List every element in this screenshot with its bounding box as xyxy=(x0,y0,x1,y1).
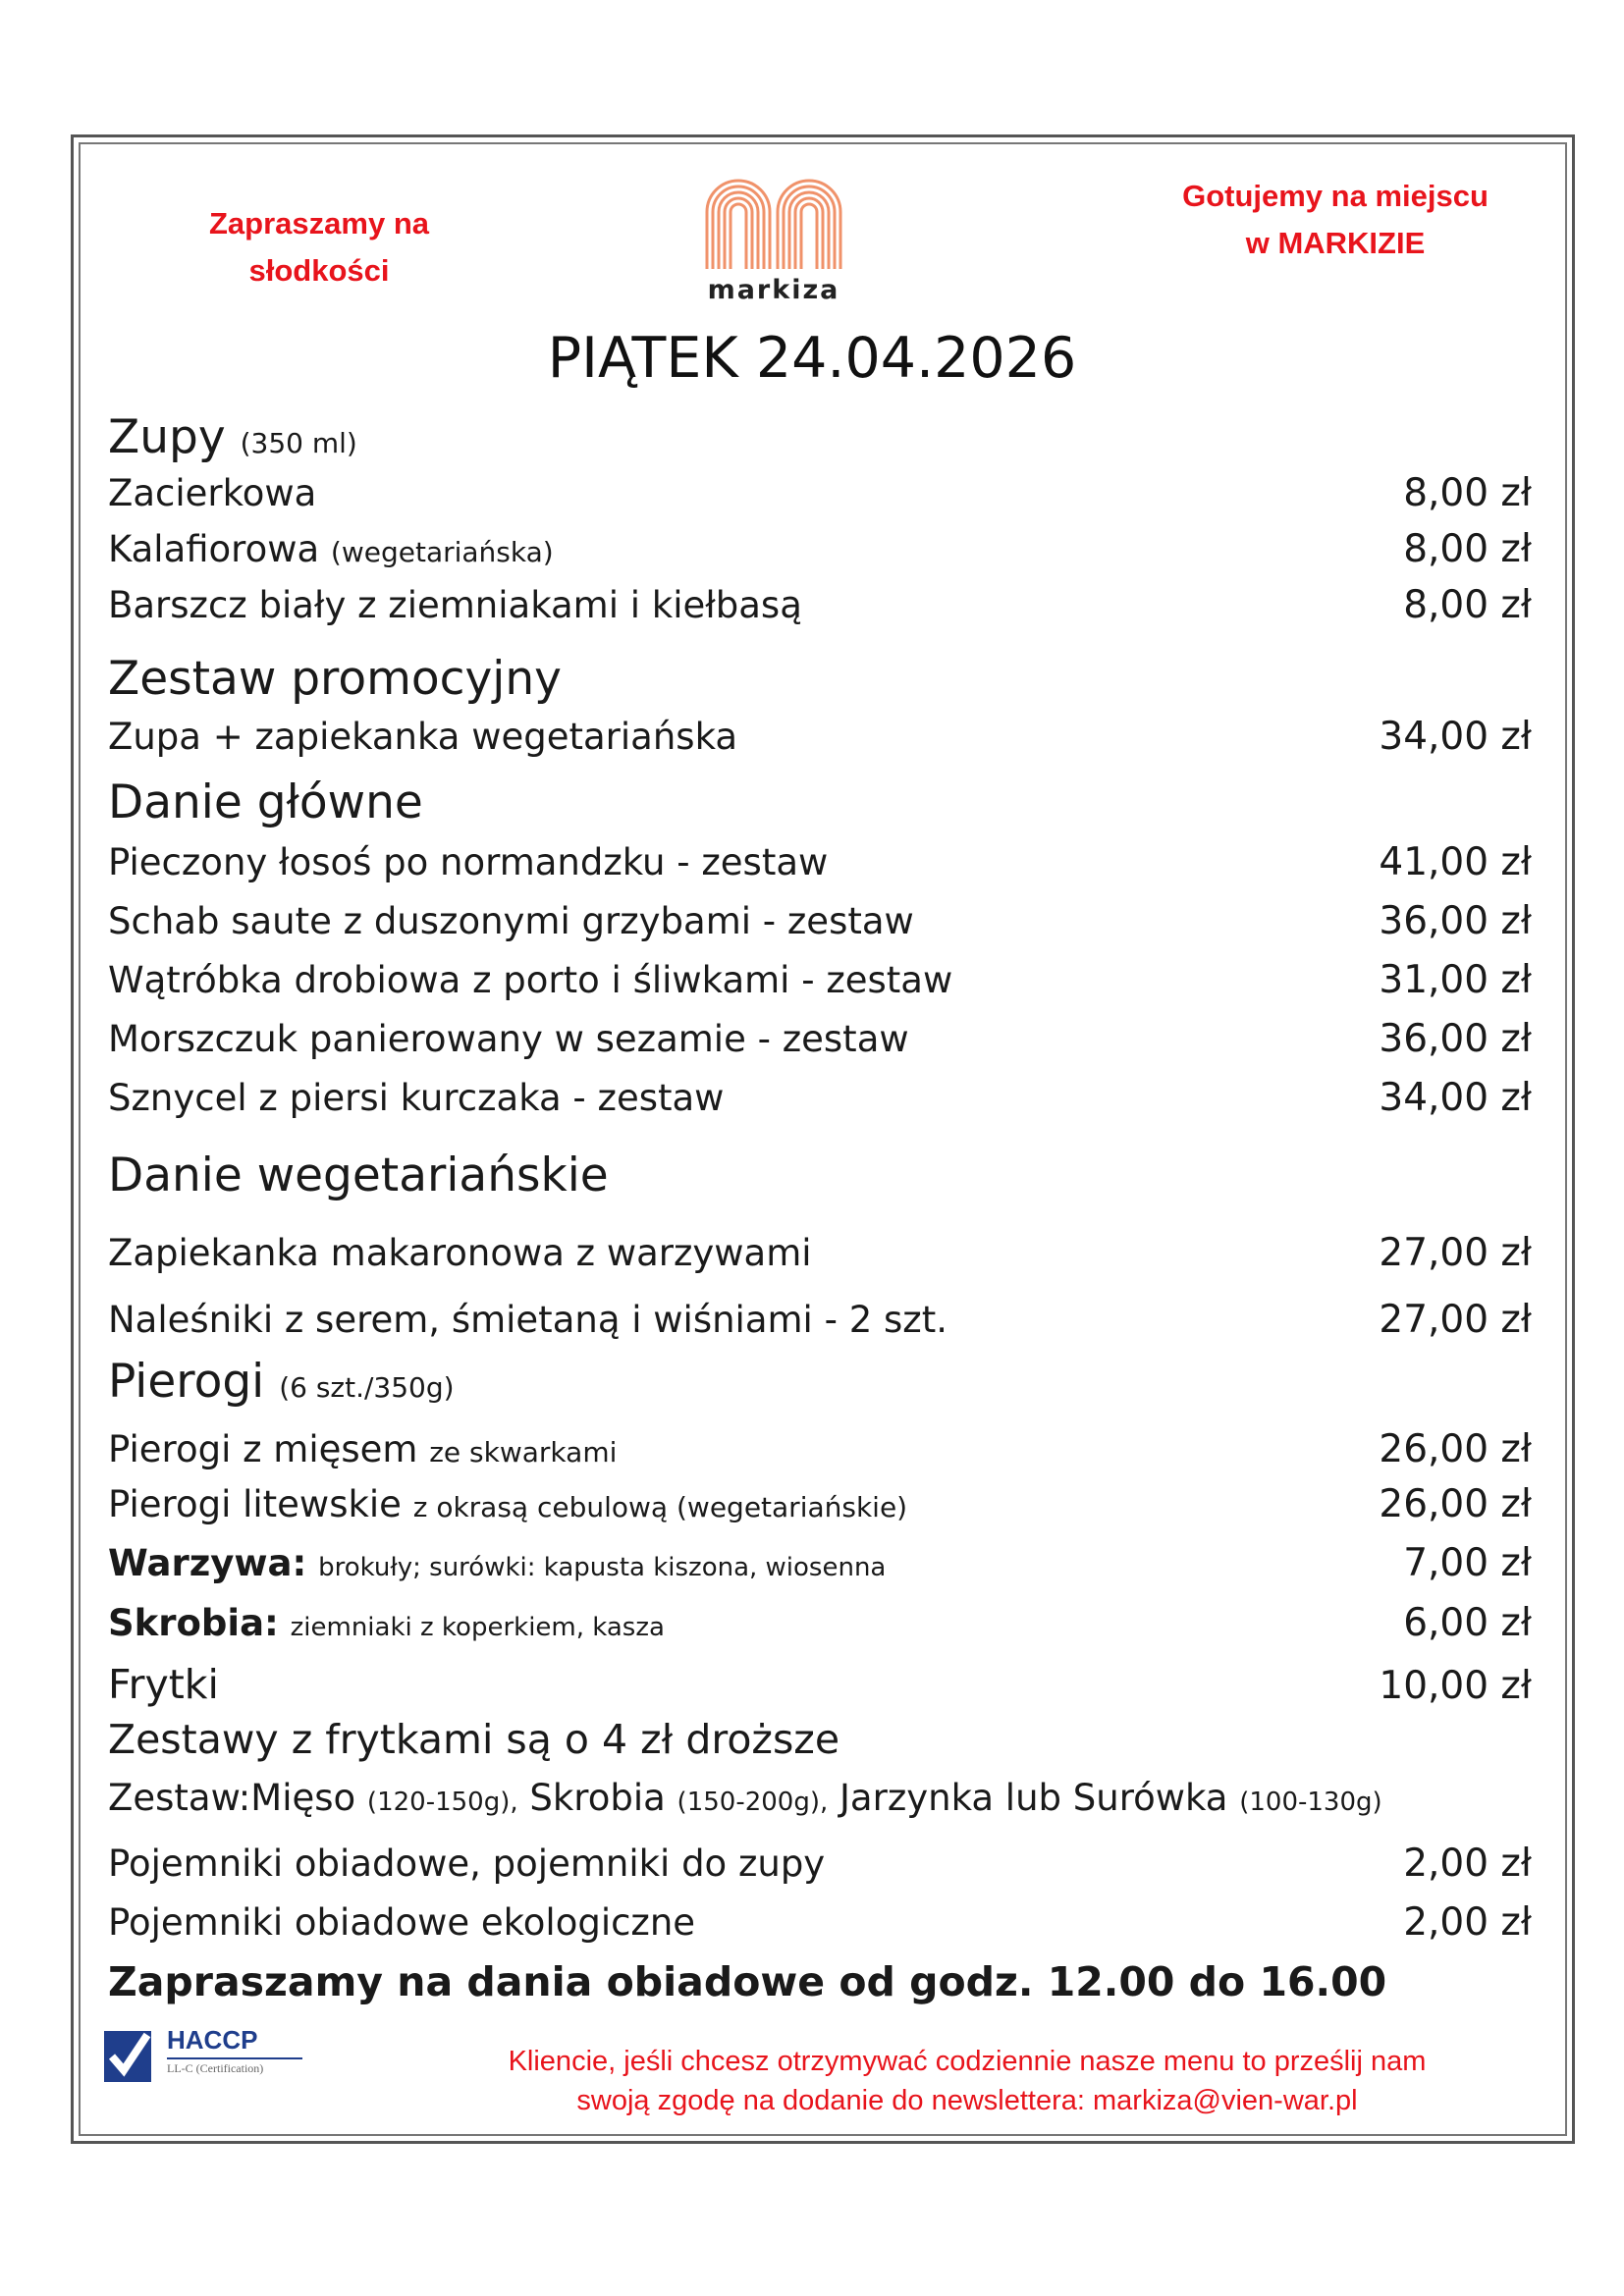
side-label: Frytki xyxy=(108,1661,219,1708)
side-item-starch xyxy=(108,1601,1532,1645)
menu-item xyxy=(108,471,1532,515)
set-starch: Skrobia xyxy=(529,1777,666,1819)
markiza-logo xyxy=(695,177,852,305)
haccp-title: HACCP xyxy=(167,2025,258,2055)
set-veg-weight: (100-130g) xyxy=(1239,1788,1382,1817)
section-heading-promo: Zestaw promocyjny xyxy=(108,652,562,706)
haccp-subtitle: LL-C (Certification) xyxy=(167,2061,264,2075)
section-heading-vegetarian: Danie wegetariańskie xyxy=(108,1148,609,1202)
item-name: Pieczony łosoś po normandzku - zestaw xyxy=(108,841,829,883)
haccp-divider xyxy=(167,2057,302,2059)
item-name: Morszczuk panierowany w sezamie - zestaw xyxy=(108,1018,909,1060)
cooking-line-2: w MARKIZIE xyxy=(1245,226,1426,260)
item-price: 36,00 zł xyxy=(1379,899,1532,943)
item-price: 34,00 zł xyxy=(1379,715,1532,759)
day-title: PIĄTEK 24.04.2026 xyxy=(547,326,1077,391)
item-name: Pierogi litewskie xyxy=(108,1483,402,1525)
item-price: 10,00 zł xyxy=(1379,1664,1532,1708)
set-composition xyxy=(108,1777,1532,1819)
container-item xyxy=(108,1842,1532,1886)
pierogi-portion-note: (6 szt./350g) xyxy=(279,1371,455,1404)
container-item xyxy=(108,1900,1532,1945)
item-price: 31,00 zł xyxy=(1379,958,1532,1002)
sweets-line-1: Zapraszamy na xyxy=(209,206,429,240)
haccp-badge xyxy=(102,2025,308,2090)
item-name: Barszcz biały z ziemniakami i kiełbasą xyxy=(108,584,802,626)
menu-item xyxy=(108,1298,1532,1342)
menu-item xyxy=(108,1017,1532,1061)
item-note: (wegetariańska) xyxy=(330,536,554,568)
item-price: 8,00 zł xyxy=(1403,471,1532,515)
item-name: Schab saute z duszonymi grzybami - zestaw xyxy=(108,900,914,942)
section-heading-soups xyxy=(108,410,357,464)
menu-item xyxy=(108,840,1532,884)
side-label: Skrobia: xyxy=(108,1602,279,1644)
checkmark-shield-icon xyxy=(102,2027,155,2086)
item-name: Pojemniki obiadowe, pojemniki do zupy xyxy=(108,1842,826,1885)
item-name: Zacierkowa xyxy=(108,472,317,514)
set-starch-weight: (150-200g), xyxy=(677,1788,829,1817)
item-price: 27,00 zł xyxy=(1379,1298,1532,1342)
item-name: Pojemniki obiadowe ekologiczne xyxy=(108,1901,696,1944)
set-meat: Zestaw:Mięso xyxy=(108,1777,356,1819)
menu-item xyxy=(108,583,1532,627)
menu-item xyxy=(108,899,1532,943)
markiza-logo-icon xyxy=(703,177,844,271)
item-name: Sznycel z piersi kurczaka - zestaw xyxy=(108,1077,725,1119)
menu-item xyxy=(108,1482,1532,1526)
cooking-line-1: Gotujemy na miejscu xyxy=(1182,179,1489,213)
haccp-text xyxy=(167,2025,302,2076)
item-price: 36,00 zł xyxy=(1379,1017,1532,1061)
section-heading-mains: Danie główne xyxy=(108,775,423,829)
fries-note-text: Zestawy z frytkami są o 4 zł droższe xyxy=(108,1716,840,1763)
section-heading-pierogi xyxy=(108,1355,455,1409)
logo-wordmark: markiza xyxy=(707,275,840,305)
set-veg: Jarzynka lub Surówka xyxy=(839,1777,1228,1819)
item-name: Zapiekanka makaronowa z warzywami xyxy=(108,1232,812,1274)
item-price: 2,00 zł xyxy=(1403,1842,1532,1886)
item-note: ze skwarkami xyxy=(429,1436,618,1468)
menu-item xyxy=(108,715,1532,759)
item-price: 34,00 zł xyxy=(1379,1076,1532,1120)
menu-item xyxy=(108,527,1532,571)
set-meat-weight: (120-150g), xyxy=(366,1788,518,1817)
menu-item xyxy=(108,1231,1532,1275)
side-description: brokuły; surówki: kapusta kiszona, wiosenna xyxy=(318,1553,887,1582)
item-name: Wątróbka drobiowa z porto i śliwkami - zestaw xyxy=(108,959,953,1001)
side-item-vegetables xyxy=(108,1541,1532,1585)
soups-title: Zupy xyxy=(108,410,226,464)
menu-item xyxy=(108,1427,1532,1471)
sweets-line-2: słodkości xyxy=(248,253,390,288)
side-description: ziemniaki z koperkiem, kasza xyxy=(290,1613,665,1642)
item-note: z okrasą cebulową (wegetariańskie) xyxy=(412,1491,908,1523)
item-price: 7,00 zł xyxy=(1403,1541,1532,1585)
fries-surcharge-note xyxy=(108,1716,1532,1763)
item-price: 41,00 zł xyxy=(1379,840,1532,884)
item-price: 26,00 zł xyxy=(1379,1427,1532,1471)
pierogi-title: Pierogi xyxy=(108,1355,265,1409)
soups-volume-note: (350 ml) xyxy=(240,427,357,459)
item-price: 2,00 zł xyxy=(1403,1900,1532,1945)
item-price: 26,00 zł xyxy=(1379,1482,1532,1526)
sweets-invitation xyxy=(157,200,481,294)
item-price: 8,00 zł xyxy=(1403,527,1532,571)
cooking-notice xyxy=(1139,173,1532,267)
item-price: 8,00 zł xyxy=(1403,583,1532,627)
newsletter-line-2: swoją zgodę na dodanie do newslettera: markiza@vien-war.pl xyxy=(576,2085,1358,2116)
newsletter-notice xyxy=(403,2042,1532,2120)
item-name: Naleśniki z serem, śmietaną i wiśniami - 2 szt. xyxy=(108,1299,947,1341)
item-name: Kalafiorowa xyxy=(108,528,320,570)
item-price: 6,00 zł xyxy=(1403,1601,1532,1645)
lunch-hours: Zapraszamy na dania obiadowe od godz. 12.00 do 16.00 xyxy=(108,1958,1387,2005)
menu-item xyxy=(108,1076,1532,1120)
menu-item xyxy=(108,958,1532,1002)
side-label: Warzywa: xyxy=(108,1542,307,1584)
item-price: 27,00 zł xyxy=(1379,1231,1532,1275)
side-item-fries xyxy=(108,1661,1532,1708)
item-name: Zupa + zapiekanka wegetariańska xyxy=(108,716,738,758)
newsletter-line-1: Kliencie, jeśli chcesz otrzymywać codziennie nasze menu to prześlij nam xyxy=(508,2046,1427,2077)
item-name: Pierogi z mięsem xyxy=(108,1428,418,1470)
